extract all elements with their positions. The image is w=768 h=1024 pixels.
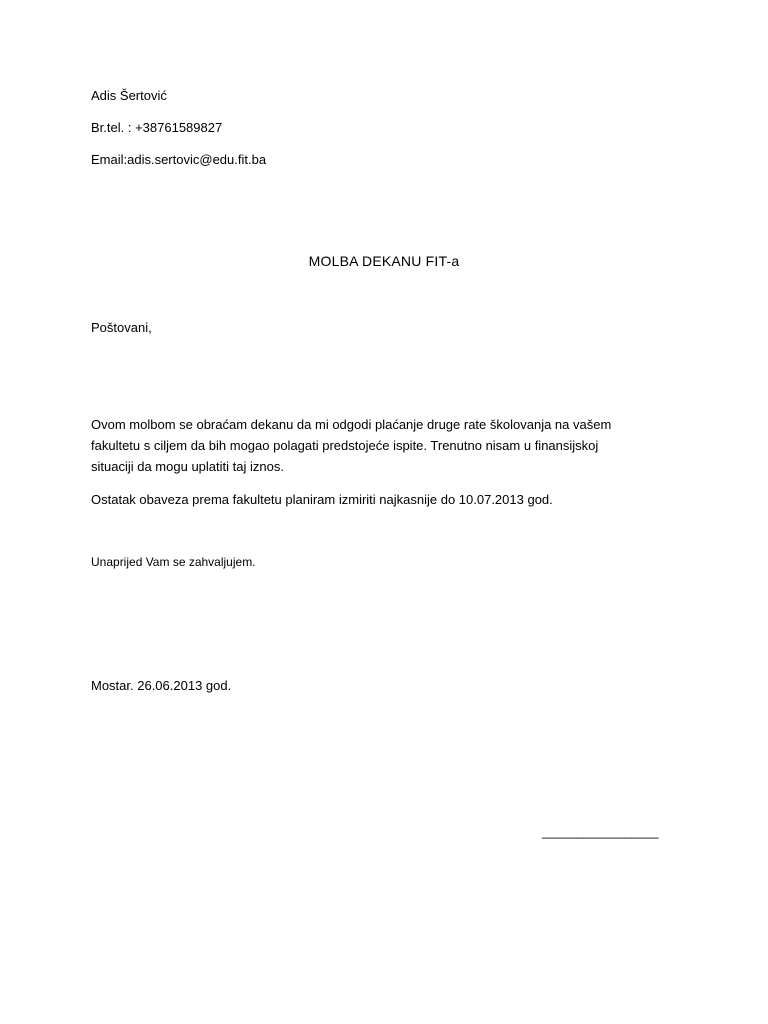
document-title: MOLBA DEKANU FIT-a — [308, 253, 460, 269]
body-paragraph-1 — [91, 414, 671, 477]
signature-line: _________________ — [542, 824, 659, 839]
thanks-line: Unaprijed Vam se zahvaljujem. — [91, 555, 256, 569]
body-paragraph-2: Ostatak obaveza prema fakultetu planiram izmiriti najkasnije do 10.07.2013 god. — [91, 492, 553, 507]
sender-email: Email:adis.sertovic@edu.fit.ba — [91, 152, 267, 167]
sender-name: Adis Šertović — [91, 88, 167, 103]
body-paragraph-1-line: fakultetu s ciljem da bih mogao polagati predstojeće ispite. Trenutno nisam u finansijskoj — [91, 438, 599, 453]
body-paragraph-1-line: Ovom molbom se obraćam dekanu da mi odgodi plaćanje druge rate školovanja na vašem — [91, 417, 612, 432]
greeting: Poštovani, — [91, 320, 152, 335]
body-paragraph-1-line: situaciji da mogu uplatiti taj iznos. — [91, 459, 284, 474]
sender-phone: Br.tel. : +38761589827 — [91, 120, 223, 135]
place-date: Mostar. 26.06.2013 god. — [91, 678, 232, 693]
